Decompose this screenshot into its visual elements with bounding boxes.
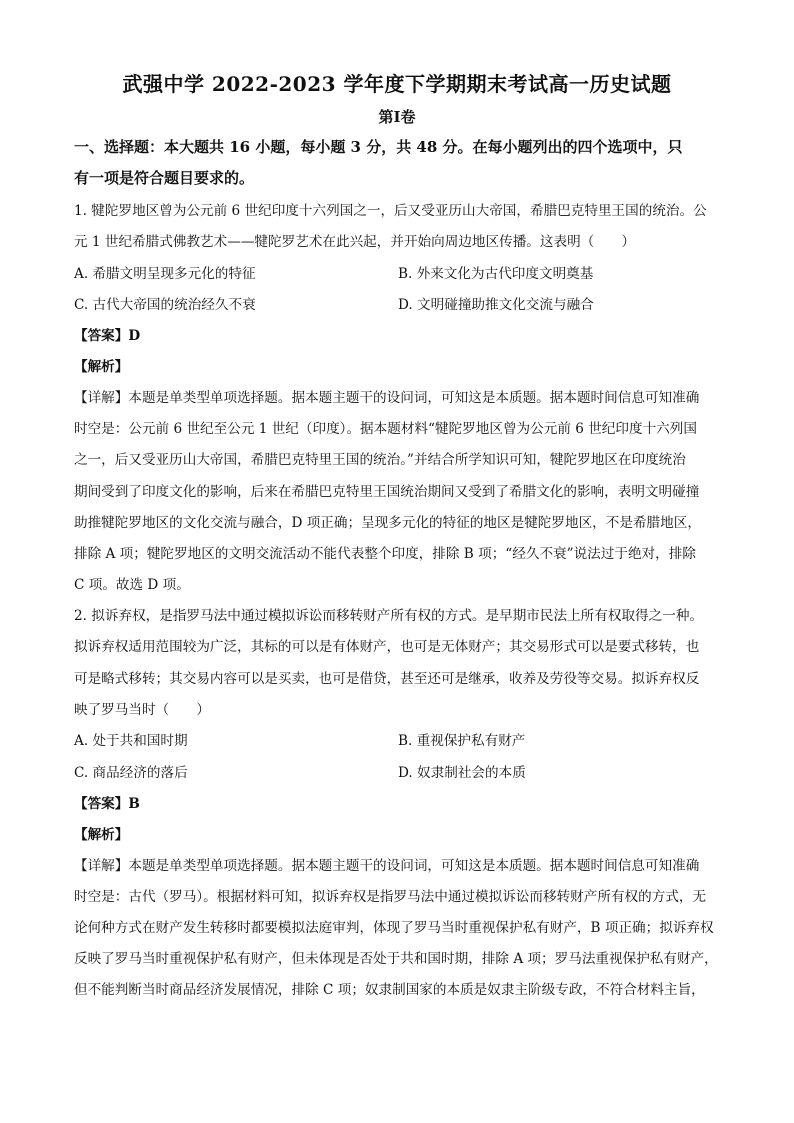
q2-option-a: A. 处于共和国时期 xyxy=(74,733,188,749)
section-heading-line-2: 有一项是符合题目要求的。 xyxy=(74,169,255,187)
q1-analysis-label: 【解析】 xyxy=(74,359,129,375)
q2-detail-line: 【详解】本题是单类型单项选择题。据本题主题干的设问词，可知这是本质题。据本题时间信息可知准确 xyxy=(74,858,700,874)
q2-stem-line: 映了罗马当时（ ） xyxy=(74,702,210,718)
q1-detail-line: C 项。故选 D 项。 xyxy=(74,577,190,593)
q2-detail-line: 时空是：古代（罗马）。根据材料可知，拟诉弃权是指罗马法中通过模拟诉讼而移转财产所有权的方式，无 xyxy=(74,889,707,905)
q1-stem-line-2: 元 1 世纪希腊式佛教艺术——犍陀罗艺术在此兴起，并开始向周边地区传播。这表明（ ） xyxy=(74,234,636,250)
section-heading-line-1: 一、选择题：本大题共 16 小题，每小题 3 分，共 48 分。在每小题列出的四个选项中，只 xyxy=(74,138,683,156)
q1-detail-line: 之一，后又受亚历山大帝国，希腊巴克特里王国的统治。”并结合所学知识可知，犍陀罗地区在印度统治 xyxy=(74,452,686,468)
volume-label: 第Ⅰ卷 xyxy=(378,108,416,126)
q2-analysis-label: 【解析】 xyxy=(74,827,129,843)
exam-title: 武强中学 2022-2023 学年度下学期期末考试高一历史试题 xyxy=(122,72,672,96)
q1-detail-line: 时空是：公元前 6 世纪至公元 1 世纪（印度）。据本题材料“犍陀罗地区曾为公元前 6 世纪印度十六列国 xyxy=(74,421,697,437)
q1-detail-line: 排除 A 项；犍陀罗地区的文明交流活动不能代表整个印度，排除 B 项；“经久不衰”说法过于绝对，排除 xyxy=(74,546,696,562)
q1-detail-line: 【详解】本题是单类型单项选择题。据本题主题干的设问词，可知这是本质题。据本题时间信息可知准确 xyxy=(74,390,700,406)
q2-option-c: C. 商品经济的落后 xyxy=(74,765,188,781)
q2-detail-line: 但不能判断当时商品经济发展情况，排除 C 项；奴隶制国家的本质是奴隶主阶级专政，不符合材料主旨， xyxy=(74,982,705,998)
q1-option-c: C. 古代大帝国的统治经久不衰 xyxy=(74,297,256,313)
q2-detail-line: 论何种方式在财产发生转移时都要模拟法庭审判，体现了罗马当时重视保护私有财产，B 项正确；拟诉弃权 xyxy=(74,920,714,936)
q1-option-b: B. 外来文化为古代印度文明奠基 xyxy=(398,266,594,282)
q2-stem-line: 2. 拟诉弃权，是指罗马法中通过模拟诉讼而移转财产所有权的方式。是早期市民法上所有权取得之一种。 xyxy=(74,608,704,624)
q1-detail-line: 助推犍陀罗地区的文化交流与融合，D 项正确；呈现多元化的特征的地区是犍陀罗地区，不是希腊地区， xyxy=(74,515,701,531)
q1-answer: 【答案】D xyxy=(74,328,141,344)
q1-stem-line-1: 1. 犍陀罗地区曾为公元前 6 世纪印度十六列国之一，后又受亚历山大帝国，希腊巴克特里王国的统治。公 xyxy=(74,203,707,219)
q2-stem-line: 拟诉弃权适用范围较为广泛，其标的可以是有体财产，也可是无体财产；其交易形式可以是要式移转，也 xyxy=(74,639,700,655)
q1-option-d: D. 文明碰撞助推文化交流与融合 xyxy=(398,297,594,313)
q2-answer: 【答案】B xyxy=(74,796,140,812)
q2-option-b: B. 重视保护私有财产 xyxy=(398,733,526,749)
q2-option-d: D. 奴隶制社会的本质 xyxy=(398,765,526,781)
q2-detail-line: 反映了罗马当时重视保护私有财产，但未体现是否处于共和国时期，排除 A 项；罗马法重视保护私有财产， xyxy=(74,951,718,967)
q2-stem-line: 可是略式移转；其交易内容可以是买卖，也可是借贷，甚至还可是继承，收养及劳役等交易。拟诉弃权反 xyxy=(74,671,700,687)
q1-detail-line: 期间受到了印度文化的影响，后来在希腊巴克特里王国统治期间又受到了希腊文化的影响，表明文明碰撞 xyxy=(74,484,700,500)
q1-option-a: A. 希腊文明呈现多元化的特征 xyxy=(74,266,256,282)
